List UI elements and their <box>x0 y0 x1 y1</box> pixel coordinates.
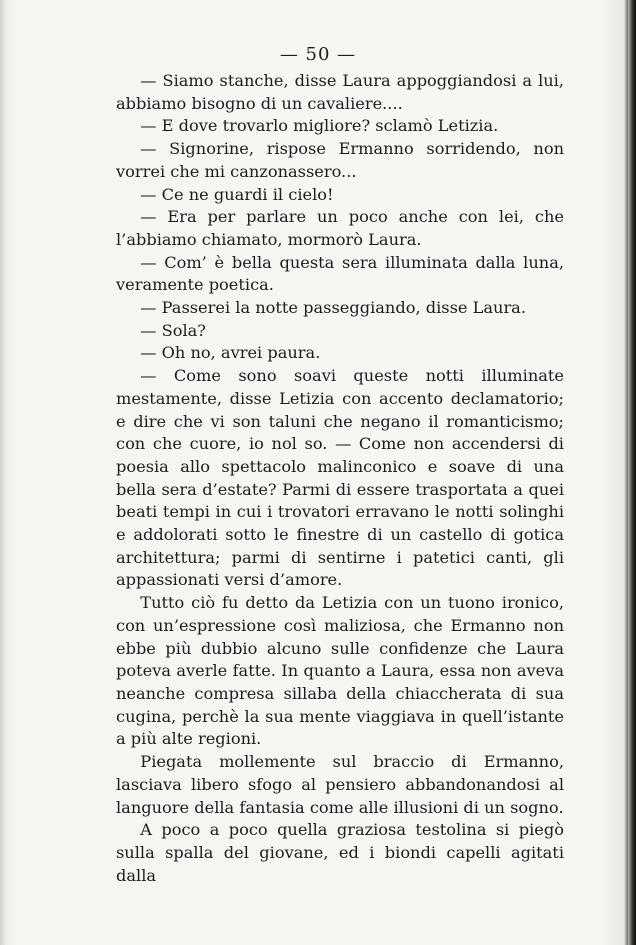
paragraph: Piegata mollemente sul braccio di Ermanno, lasciava libero sfogo al pensiero abbandonandosi al languore della fantasia come alle illusioni di un sogno. <box>116 752 564 817</box>
page-number: — 50 — <box>279 44 357 65</box>
paragraph: — Era per parlare un poco anche con lei, che l’abbiamo chiamato, mormorò Laura. <box>116 207 564 249</box>
paragraph: — Oh no, avrei paura. <box>140 343 321 363</box>
paragraph: — Sola? <box>140 320 206 340</box>
paragraph: — Come sono soavi queste notti illuminate mestamente, disse Letizia con accento declamatorio; e dire che vi son taluni che negano il romanticismo; con che cuore, io nol so. — Come non accendersi di poesia allo spettacolo malinconico e soave di una bella sera d’estate? Parmi di essere trasportata a quei beati tempi in cui i trovatori erravano le notti solinghi e addolorati sotto le finestre di un castello di gotica architettura; parmi di sentirne i patetici canti, gli appassionati versi d’amore. <box>116 366 564 590</box>
paragraph: — Ce ne guardi il cielo! <box>140 184 334 204</box>
paragraph: — E dove trovarlo migliore? sclamò Letizia. <box>140 116 499 136</box>
paragraph: — Siamo stanche, disse Laura appoggiandosi a lui, abbiamo bisogno di un cavaliere.... <box>116 71 564 113</box>
page-left-edge <box>0 0 6 945</box>
body-text <box>116 70 564 887</box>
paragraph: Tutto ciò fu detto da Letizia con un tuono ironico, con un’espressione così maliziosa, che Ermanno non ebbe più dubbio alcuno sulle confidenze che Laura poteva averle fatte. In quanto a Laura, essa non aveva neanche compresa sillaba della chiaccherata di sua cugina, perchè la sua mente viaggiava in quell’istante a più alte regioni. <box>116 593 564 749</box>
paragraph: A poco a poco quella graziosa testolina si piegò sulla spalla del giovane, ed i biondi capelli agitati dalla <box>116 820 564 885</box>
paragraph: — Com’ è bella questa sera illuminata dalla luna, veramente poetica. <box>116 252 564 295</box>
paragraph: — Signorine, rispose Ermanno sorridendo, non vorrei che mi canzonassero... <box>116 139 564 181</box>
paragraph: — Passerei la notte passeggiando, disse Laura. <box>140 298 526 318</box>
page-right-edge <box>628 0 636 945</box>
